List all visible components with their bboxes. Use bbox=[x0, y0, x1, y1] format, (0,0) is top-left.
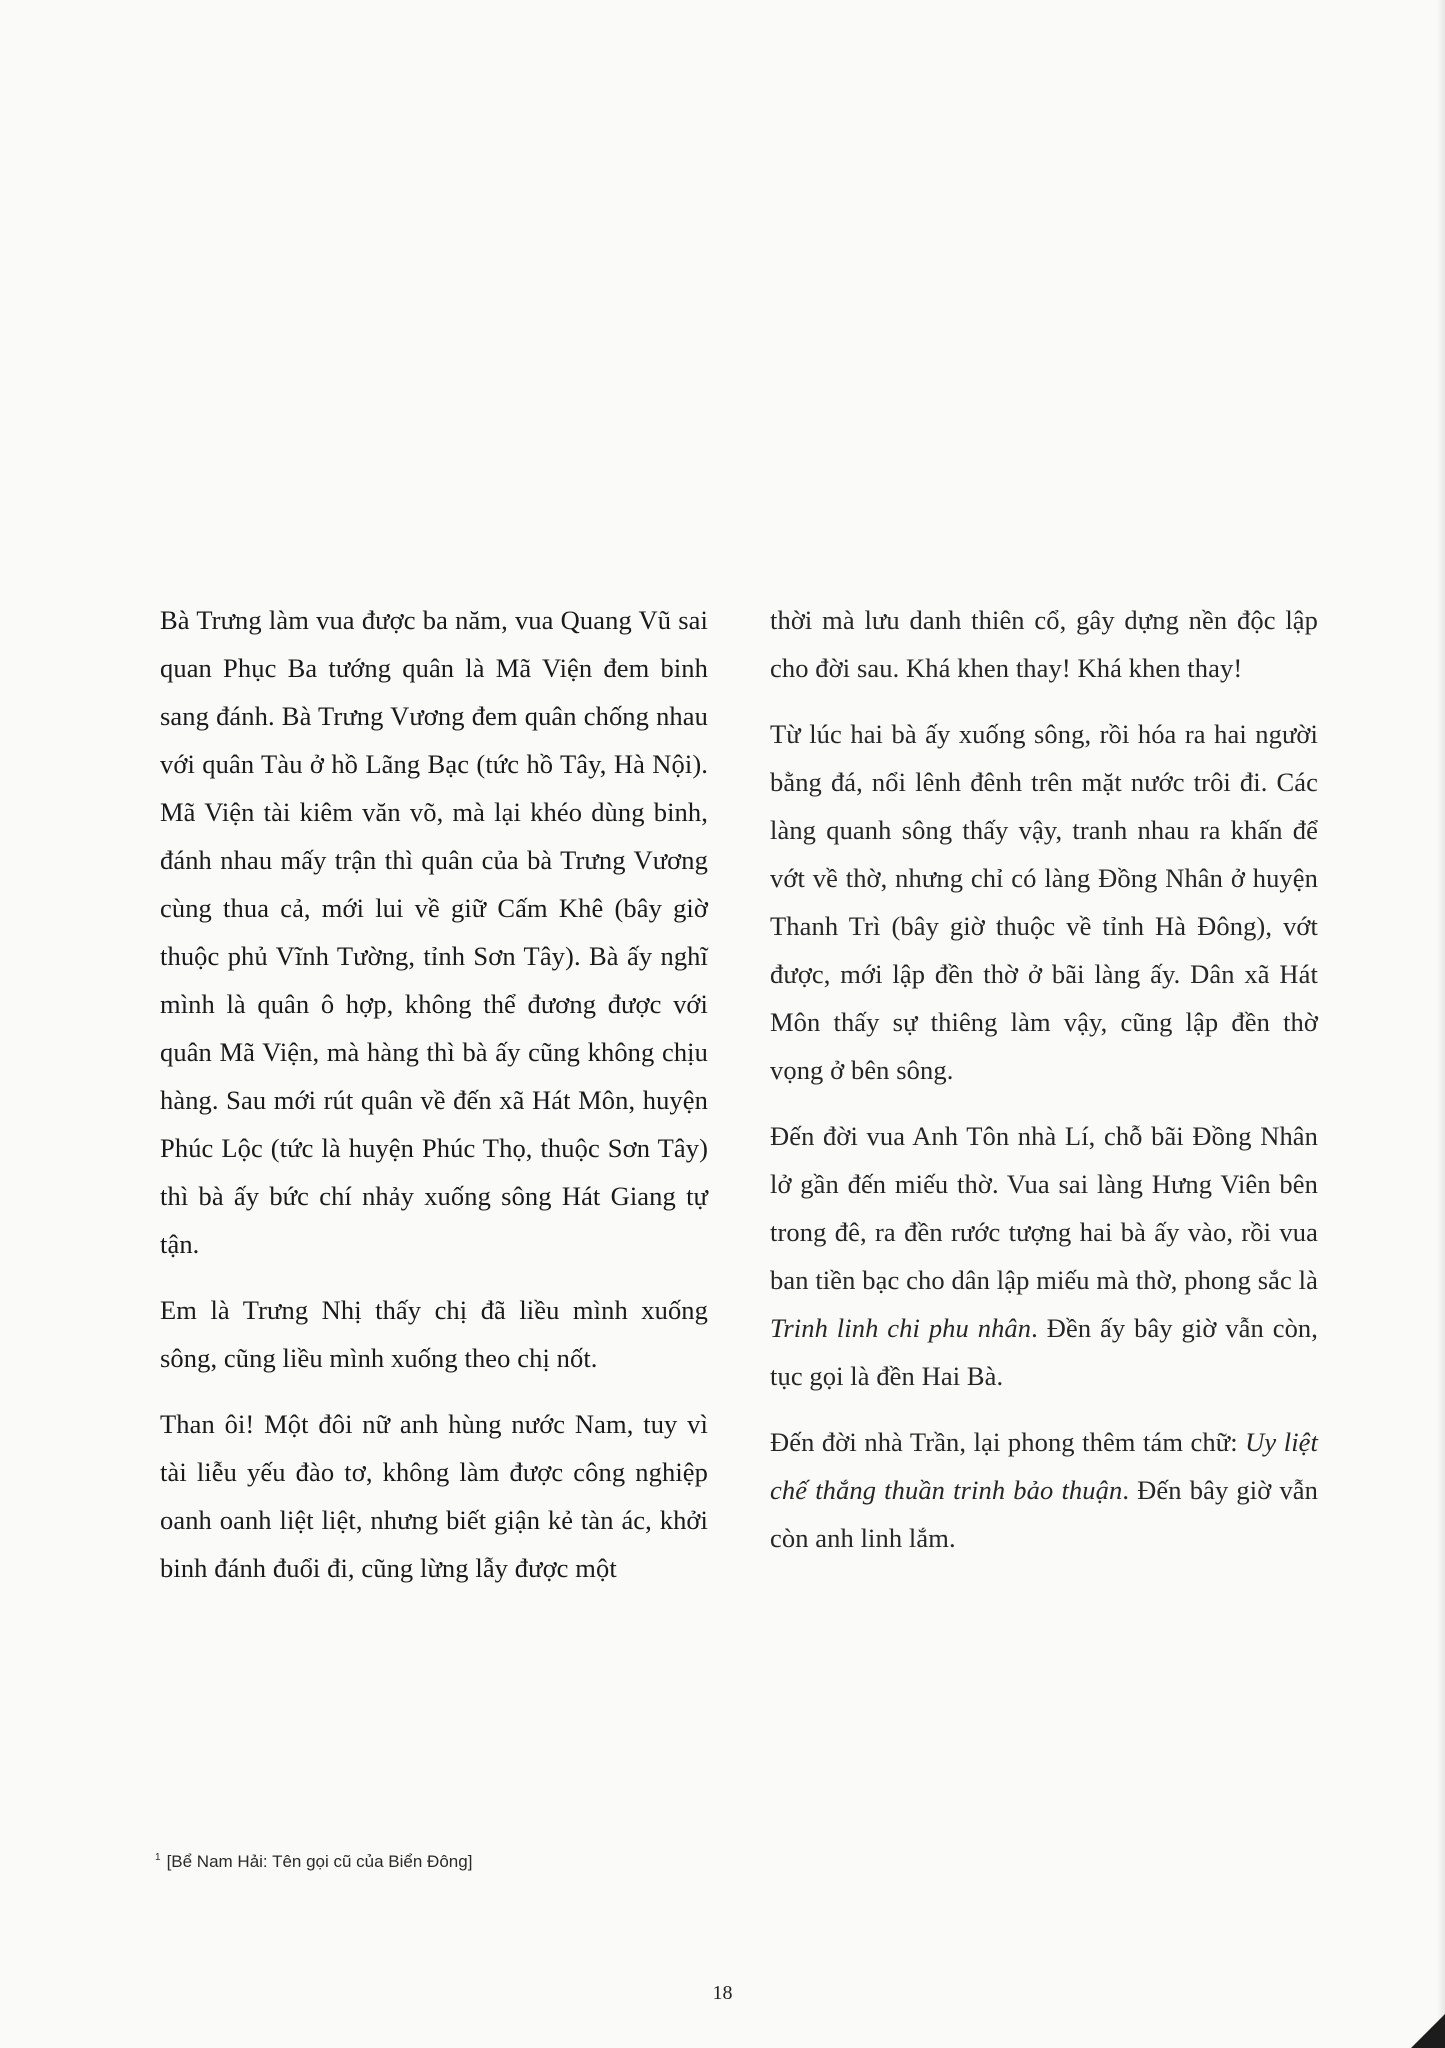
italic-title: Trinh linh chi phu nhân bbox=[770, 1313, 1032, 1343]
footnote bbox=[155, 1852, 472, 1872]
page-corner-mark bbox=[1411, 2014, 1445, 2048]
paragraph: Từ lúc hai bà ấy xuống sông, rồi hóa ra hai người bằng đá, nổi lênh đênh trên mặt nước trôi đi. Các làng quanh sông thấy vậy, tranh nhau ra khấn để vớt về thờ, nhưng chỉ có làng Đồng Nhân ở huyện Thanh Trì (bây giờ thuộc về tỉnh Hà Đông), vớt được, mới lập đền thờ ở bãi làng ấy. Dân xã Hát Môn thấy sự thiêng làm vậy, cũng lập đền thờ vọng ở bên sông. bbox=[770, 719, 1318, 1085]
page-number: 18 bbox=[712, 1982, 733, 2004]
paragraph-text: . Đền ấy bây giờ vẫn còn, tục gọi là đền Hai Bà. bbox=[770, 1313, 1319, 1391]
paragraph: thời mà lưu danh thiên cổ, gây dựng nền độc lập cho đời sau. Khá khen thay! Khá khen thay! bbox=[770, 605, 1318, 683]
right-text-column bbox=[770, 596, 1318, 1580]
paragraph-text: Đến đời nhà Trần, lại phong thêm tám chữ: bbox=[770, 1427, 1246, 1457]
paragraph: Than ôi! Một đôi nữ anh hùng nước Nam, tuy vì tài liễu yếu đào tơ, không làm được công nghiệp oanh oanh liệt liệt, nhưng biết giận kẻ tàn ác, khởi binh đánh đuổi đi, cũng lừng lẫy được một bbox=[160, 1409, 708, 1583]
footnote-text: [Bể Nam Hải: Tên gọi cũ của Biển Đông] bbox=[166, 1852, 473, 1871]
paragraph: Em là Trưng Nhị thấy chị đã liều mình xuống sông, cũng liều mình xuống theo chị nốt. bbox=[160, 1295, 708, 1373]
left-text-column bbox=[160, 596, 708, 1610]
italic-title: Uy liệt chế thắng thuần trinh bảo thuận bbox=[770, 1427, 1318, 1505]
paragraph-text: . Đến bây giờ vẫn còn anh linh lắm. bbox=[770, 1475, 1319, 1553]
paragraph bbox=[770, 1112, 1318, 1400]
paragraph-text: Đến đời vua Anh Tôn nhà Lí, chỗ bãi Đồng Nhân lở gần đến miếu thờ. Vua sai làng Hưng Viên bên trong đê, ra đền rước tượng hai bà ấy vào, rồi vua ban tiền bạc cho dân lập miếu mà thờ, phong sắc là bbox=[770, 1121, 1318, 1295]
paragraph: Bà Trưng làm vua được ba năm, vua Quang Vũ sai quan Phục Ba tướng quân là Mã Viện đem binh sang đánh. Bà Trưng Vương đem quân chống nhau với quân Tàu ở hồ Lãng Bạc (tức hồ Tây, Hà Nội). Mã Viện tài kiêm văn võ, mà lại khéo dùng binh, đánh nhau mấy trận thì quân của bà Trưng Vương cùng thua cả, mới lui về giữ Cấm Khê (bây giờ thuộc phủ Vĩnh Tường, tỉnh Sơn Tây). Bà ấy nghĩ mình là quân ô hợp, không thể đương được với quân Mã Viện, mà hàng thì bà ấy cũng không chịu hàng. Sau mới rút quân về đến xã Hát Môn, huyện Phúc Lộc (tức là huyện Phúc Thọ, thuộc Sơn Tây) thì bà ấy bức chí nhảy xuống sông Hát Giang tự tận. bbox=[160, 605, 708, 1259]
paragraph bbox=[770, 1418, 1318, 1562]
footnote-marker: 1 bbox=[155, 1852, 161, 1863]
page-edge-shadow bbox=[1437, 0, 1445, 2048]
